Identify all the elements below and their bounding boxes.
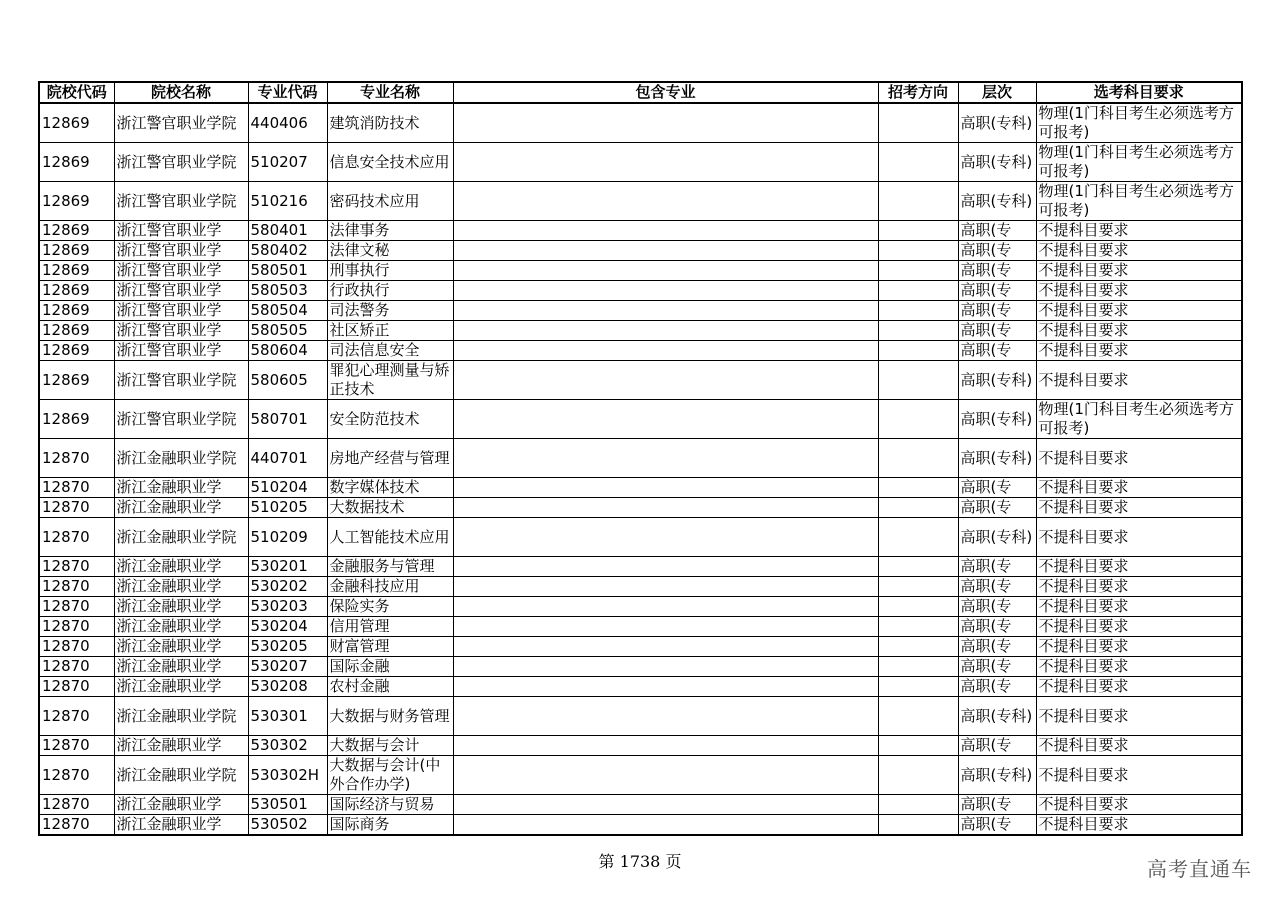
table-row	[39, 795, 1242, 815]
cell-major-code: 510216	[248, 182, 327, 221]
cell-school-code: 12869	[39, 182, 114, 221]
cell-requirement: 不提科目要求	[1036, 321, 1242, 341]
cell-major-name: 大数据技术	[327, 498, 453, 518]
cell-requirement: 不提科目要求	[1036, 597, 1242, 617]
cell-school-name: 浙江金融职业学院	[114, 439, 248, 478]
table-row	[39, 281, 1242, 301]
cell-major-name: 金融科技应用	[327, 577, 453, 597]
cell-major-code: 530201	[248, 557, 327, 577]
cell-requirement: 不提科目要求	[1036, 518, 1242, 557]
cell-major-code: 530208	[248, 677, 327, 697]
cell-direction	[878, 301, 958, 321]
cell-included-majors	[453, 498, 878, 518]
cell-level: 高职(专科)	[958, 103, 1036, 143]
cell-included-majors	[453, 518, 878, 557]
cell-school-code: 12869	[39, 361, 114, 400]
cell-requirement: 不提科目要求	[1036, 677, 1242, 697]
cell-direction	[878, 103, 958, 143]
cell-school-code: 12870	[39, 617, 114, 637]
cell-level: 高职(专科)	[958, 361, 1036, 400]
cell-direction	[878, 518, 958, 557]
cell-major-name: 房地产经营与管理	[327, 439, 453, 478]
cell-direction	[878, 597, 958, 617]
cell-level: 高职(专科)	[958, 182, 1036, 221]
table-row	[39, 498, 1242, 518]
cell-included-majors	[453, 577, 878, 597]
table-row	[39, 577, 1242, 597]
cell-requirement: 不提科目要求	[1036, 341, 1242, 361]
table-row	[39, 103, 1242, 143]
cell-level: 高职(专	[958, 221, 1036, 241]
cell-school-name: 浙江金融职业学院	[114, 518, 248, 557]
cell-major-name: 法律文秘	[327, 241, 453, 261]
cell-school-code: 12869	[39, 341, 114, 361]
cell-level: 高职(专	[958, 498, 1036, 518]
cell-level: 高职(专	[958, 637, 1036, 657]
cell-included-majors	[453, 261, 878, 281]
cell-major-name: 财富管理	[327, 637, 453, 657]
cell-school-name: 浙江警官职业学院	[114, 143, 248, 182]
cell-school-name: 浙江警官职业学院	[114, 400, 248, 439]
watermark: 高考直通车	[1147, 857, 1252, 881]
cell-school-name: 浙江金融职业学	[114, 657, 248, 677]
cell-major-code: 510209	[248, 518, 327, 557]
cell-school-name: 浙江警官职业学	[114, 321, 248, 341]
cell-major-name: 人工智能技术应用	[327, 518, 453, 557]
table-row	[39, 143, 1242, 182]
cell-included-majors	[453, 736, 878, 756]
table-row	[39, 677, 1242, 697]
cell-level: 高职(专科)	[958, 143, 1036, 182]
cell-school-code: 12870	[39, 736, 114, 756]
cell-school-name: 浙江金融职业学	[114, 498, 248, 518]
cell-requirement: 不提科目要求	[1036, 221, 1242, 241]
cell-direction	[878, 321, 958, 341]
cell-major-code: 530501	[248, 795, 327, 815]
table-row	[39, 756, 1242, 795]
cell-school-code: 12870	[39, 498, 114, 518]
header-major-code: 专业代码	[248, 82, 327, 103]
cell-school-code: 12870	[39, 697, 114, 736]
table-row	[39, 439, 1242, 478]
cell-major-name: 大数据与会计(中外合作办学)	[327, 756, 453, 795]
cell-major-code: 580701	[248, 400, 327, 439]
header-school-name: 院校名称	[114, 82, 248, 103]
cell-level: 高职(专	[958, 736, 1036, 756]
table-row	[39, 478, 1242, 498]
cell-included-majors	[453, 478, 878, 498]
cell-direction	[878, 637, 958, 657]
cell-major-name: 法律事务	[327, 221, 453, 241]
cell-direction	[878, 815, 958, 836]
cell-level: 高职(专	[958, 577, 1036, 597]
cell-requirement: 不提科目要求	[1036, 241, 1242, 261]
cell-level: 高职(专科)	[958, 439, 1036, 478]
cell-level: 高职(专	[958, 241, 1036, 261]
cell-major-code: 530502	[248, 815, 327, 836]
cell-school-code: 12870	[39, 756, 114, 795]
cell-major-code: 580503	[248, 281, 327, 301]
cell-level: 高职(专	[958, 281, 1036, 301]
cell-school-code: 12869	[39, 281, 114, 301]
cell-school-name: 浙江金融职业学	[114, 617, 248, 637]
cell-major-name: 信用管理	[327, 617, 453, 637]
cell-included-majors	[453, 439, 878, 478]
cell-requirement: 不提科目要求	[1036, 261, 1242, 281]
table-row	[39, 261, 1242, 281]
table-row	[39, 697, 1242, 736]
cell-level: 高职(专	[958, 677, 1036, 697]
cell-requirement: 物理(1门科目考生必须选考方可报考)	[1036, 182, 1242, 221]
cell-school-name: 浙江金融职业学	[114, 637, 248, 657]
cell-level: 高职(专	[958, 557, 1036, 577]
cell-direction	[878, 341, 958, 361]
cell-direction	[878, 143, 958, 182]
cell-major-code: 530207	[248, 657, 327, 677]
cell-major-code: 440406	[248, 103, 327, 143]
header-school-code: 院校代码	[39, 82, 114, 103]
cell-requirement: 不提科目要求	[1036, 736, 1242, 756]
table-row	[39, 341, 1242, 361]
cell-school-code: 12870	[39, 518, 114, 557]
cell-requirement: 不提科目要求	[1036, 301, 1242, 321]
cell-level: 高职(专科)	[958, 756, 1036, 795]
table-row	[39, 617, 1242, 637]
cell-major-code: 530301	[248, 697, 327, 736]
cell-major-code: 510207	[248, 143, 327, 182]
cell-school-code: 12870	[39, 577, 114, 597]
cell-major-code: 530204	[248, 617, 327, 637]
cell-school-name: 浙江警官职业学	[114, 221, 248, 241]
cell-major-code: 510204	[248, 478, 327, 498]
cell-included-majors	[453, 400, 878, 439]
cell-school-name: 浙江警官职业学	[114, 241, 248, 261]
cell-major-code: 440701	[248, 439, 327, 478]
cell-direction	[878, 617, 958, 637]
cell-included-majors	[453, 795, 878, 815]
header-requirement: 选考科目要求	[1036, 82, 1242, 103]
cell-school-name: 浙江警官职业学院	[114, 361, 248, 400]
cell-requirement: 不提科目要求	[1036, 815, 1242, 836]
cell-major-name: 司法信息安全	[327, 341, 453, 361]
cell-school-code: 12869	[39, 321, 114, 341]
cell-major-code: 580401	[248, 221, 327, 241]
cell-school-name: 浙江金融职业学	[114, 557, 248, 577]
cell-direction	[878, 400, 958, 439]
table-row	[39, 221, 1242, 241]
cell-direction	[878, 498, 958, 518]
table-row	[39, 815, 1242, 836]
cell-major-code: 580501	[248, 261, 327, 281]
cell-level: 高职(专	[958, 321, 1036, 341]
cell-direction	[878, 241, 958, 261]
table-row	[39, 301, 1242, 321]
cell-level: 高职(专科)	[958, 518, 1036, 557]
cell-direction	[878, 221, 958, 241]
cell-major-code: 580504	[248, 301, 327, 321]
cell-school-name: 浙江金融职业学	[114, 815, 248, 836]
cell-major-name: 罪犯心理测量与矫正技术	[327, 361, 453, 400]
cell-level: 高职(专	[958, 815, 1036, 836]
cell-major-name: 密码技术应用	[327, 182, 453, 221]
cell-direction	[878, 795, 958, 815]
cell-school-name: 浙江警官职业学	[114, 341, 248, 361]
cell-school-name: 浙江警官职业学	[114, 301, 248, 321]
admission-table	[38, 81, 1243, 836]
table-row	[39, 657, 1242, 677]
cell-requirement: 不提科目要求	[1036, 478, 1242, 498]
cell-included-majors	[453, 617, 878, 637]
cell-direction	[878, 697, 958, 736]
cell-requirement: 不提科目要求	[1036, 795, 1242, 815]
cell-level: 高职(专	[958, 301, 1036, 321]
cell-school-code: 12870	[39, 557, 114, 577]
cell-school-name: 浙江金融职业学院	[114, 697, 248, 736]
table-row	[39, 736, 1242, 756]
cell-requirement: 不提科目要求	[1036, 637, 1242, 657]
cell-direction	[878, 439, 958, 478]
cell-school-code: 12870	[39, 478, 114, 498]
cell-major-name: 保险实务	[327, 597, 453, 617]
cell-school-code: 12869	[39, 241, 114, 261]
cell-school-code: 12869	[39, 103, 114, 143]
table-row	[39, 518, 1242, 557]
cell-school-name: 浙江金融职业学	[114, 795, 248, 815]
cell-requirement: 不提科目要求	[1036, 361, 1242, 400]
cell-included-majors	[453, 815, 878, 836]
cell-major-code: 580505	[248, 321, 327, 341]
cell-included-majors	[453, 697, 878, 736]
cell-requirement: 物理(1门科目考生必须选考方可报考)	[1036, 143, 1242, 182]
cell-level: 高职(专	[958, 261, 1036, 281]
table-row	[39, 361, 1242, 400]
cell-level: 高职(专科)	[958, 400, 1036, 439]
cell-included-majors	[453, 182, 878, 221]
cell-included-majors	[453, 361, 878, 400]
cell-school-code: 12869	[39, 221, 114, 241]
cell-included-majors	[453, 103, 878, 143]
cell-major-name: 金融服务与管理	[327, 557, 453, 577]
cell-major-name: 国际商务	[327, 815, 453, 836]
cell-level: 高职(专	[958, 597, 1036, 617]
cell-school-name: 浙江金融职业学	[114, 736, 248, 756]
cell-included-majors	[453, 301, 878, 321]
table-row	[39, 241, 1242, 261]
cell-direction	[878, 557, 958, 577]
cell-requirement: 不提科目要求	[1036, 498, 1242, 518]
cell-school-name: 浙江警官职业学	[114, 281, 248, 301]
header-direction: 招考方向	[878, 82, 958, 103]
cell-school-code: 12870	[39, 637, 114, 657]
cell-major-code: 580605	[248, 361, 327, 400]
cell-major-name: 农村金融	[327, 677, 453, 697]
cell-direction	[878, 182, 958, 221]
cell-school-name: 浙江警官职业学院	[114, 182, 248, 221]
cell-level: 高职(专	[958, 341, 1036, 361]
cell-major-name: 建筑消防技术	[327, 103, 453, 143]
table-row	[39, 321, 1242, 341]
cell-major-name: 社区矫正	[327, 321, 453, 341]
cell-major-code: 530205	[248, 637, 327, 657]
cell-requirement: 不提科目要求	[1036, 439, 1242, 478]
cell-requirement: 不提科目要求	[1036, 281, 1242, 301]
cell-requirement: 不提科目要求	[1036, 557, 1242, 577]
cell-major-code: 530203	[248, 597, 327, 617]
cell-school-code: 12869	[39, 301, 114, 321]
table-row	[39, 637, 1242, 657]
cell-major-name: 行政执行	[327, 281, 453, 301]
cell-major-name: 司法警务	[327, 301, 453, 321]
cell-included-majors	[453, 557, 878, 577]
header-major-name: 专业名称	[327, 82, 453, 103]
cell-school-name: 浙江金融职业学院	[114, 756, 248, 795]
cell-direction	[878, 281, 958, 301]
header-included-majors: 包含专业	[453, 82, 878, 103]
cell-included-majors	[453, 321, 878, 341]
cell-school-name: 浙江金融职业学	[114, 478, 248, 498]
cell-included-majors	[453, 597, 878, 617]
cell-requirement: 不提科目要求	[1036, 657, 1242, 677]
cell-included-majors	[453, 281, 878, 301]
cell-included-majors	[453, 341, 878, 361]
cell-major-code: 510205	[248, 498, 327, 518]
cell-major-code: 530302H	[248, 756, 327, 795]
cell-level: 高职(专科)	[958, 697, 1036, 736]
cell-major-name: 刑事执行	[327, 261, 453, 281]
cell-school-code: 12870	[39, 795, 114, 815]
cell-requirement: 物理(1门科目考生必须选考方可报考)	[1036, 400, 1242, 439]
cell-included-majors	[453, 637, 878, 657]
cell-school-code: 12870	[39, 657, 114, 677]
cell-school-name: 浙江金融职业学	[114, 597, 248, 617]
cell-major-name: 大数据与财务管理	[327, 697, 453, 736]
cell-major-name: 安全防范技术	[327, 400, 453, 439]
cell-direction	[878, 657, 958, 677]
header-row	[39, 82, 1242, 103]
cell-school-code: 12870	[39, 677, 114, 697]
page-number: 第 1738 页	[598, 852, 682, 871]
cell-school-name: 浙江警官职业学	[114, 261, 248, 281]
cell-school-name: 浙江金融职业学	[114, 677, 248, 697]
cell-direction	[878, 361, 958, 400]
cell-included-majors	[453, 756, 878, 795]
cell-major-code: 530302	[248, 736, 327, 756]
cell-included-majors	[453, 143, 878, 182]
header-level: 层次	[958, 82, 1036, 103]
cell-level: 高职(专	[958, 657, 1036, 677]
table-row	[39, 557, 1242, 577]
cell-requirement: 不提科目要求	[1036, 617, 1242, 637]
table-row	[39, 597, 1242, 617]
cell-included-majors	[453, 677, 878, 697]
cell-school-code: 12869	[39, 400, 114, 439]
cell-major-name: 信息安全技术应用	[327, 143, 453, 182]
cell-level: 高职(专	[958, 478, 1036, 498]
cell-school-name: 浙江金融职业学	[114, 577, 248, 597]
cell-major-name: 国际金融	[327, 657, 453, 677]
cell-requirement: 物理(1门科目考生必须选考方可报考)	[1036, 103, 1242, 143]
cell-major-name: 国际经济与贸易	[327, 795, 453, 815]
cell-major-code: 580402	[248, 241, 327, 261]
cell-school-code: 12869	[39, 261, 114, 281]
cell-requirement: 不提科目要求	[1036, 756, 1242, 795]
table-body	[39, 103, 1242, 835]
cell-direction	[878, 577, 958, 597]
cell-direction	[878, 756, 958, 795]
table-row	[39, 400, 1242, 439]
cell-included-majors	[453, 241, 878, 261]
cell-school-name: 浙江警官职业学院	[114, 103, 248, 143]
cell-major-name: 数字媒体技术	[327, 478, 453, 498]
table-row	[39, 182, 1242, 221]
cell-school-code: 12870	[39, 439, 114, 478]
cell-major-name: 大数据与会计	[327, 736, 453, 756]
cell-level: 高职(专	[958, 617, 1036, 637]
cell-requirement: 不提科目要求	[1036, 697, 1242, 736]
cell-major-code: 580604	[248, 341, 327, 361]
cell-direction	[878, 478, 958, 498]
cell-school-code: 12869	[39, 143, 114, 182]
cell-included-majors	[453, 221, 878, 241]
cell-requirement: 不提科目要求	[1036, 577, 1242, 597]
cell-level: 高职(专	[958, 795, 1036, 815]
cell-major-code: 530202	[248, 577, 327, 597]
cell-direction	[878, 261, 958, 281]
cell-direction	[878, 736, 958, 756]
cell-school-code: 12870	[39, 815, 114, 836]
cell-direction	[878, 677, 958, 697]
cell-school-code: 12870	[39, 597, 114, 617]
cell-included-majors	[453, 657, 878, 677]
